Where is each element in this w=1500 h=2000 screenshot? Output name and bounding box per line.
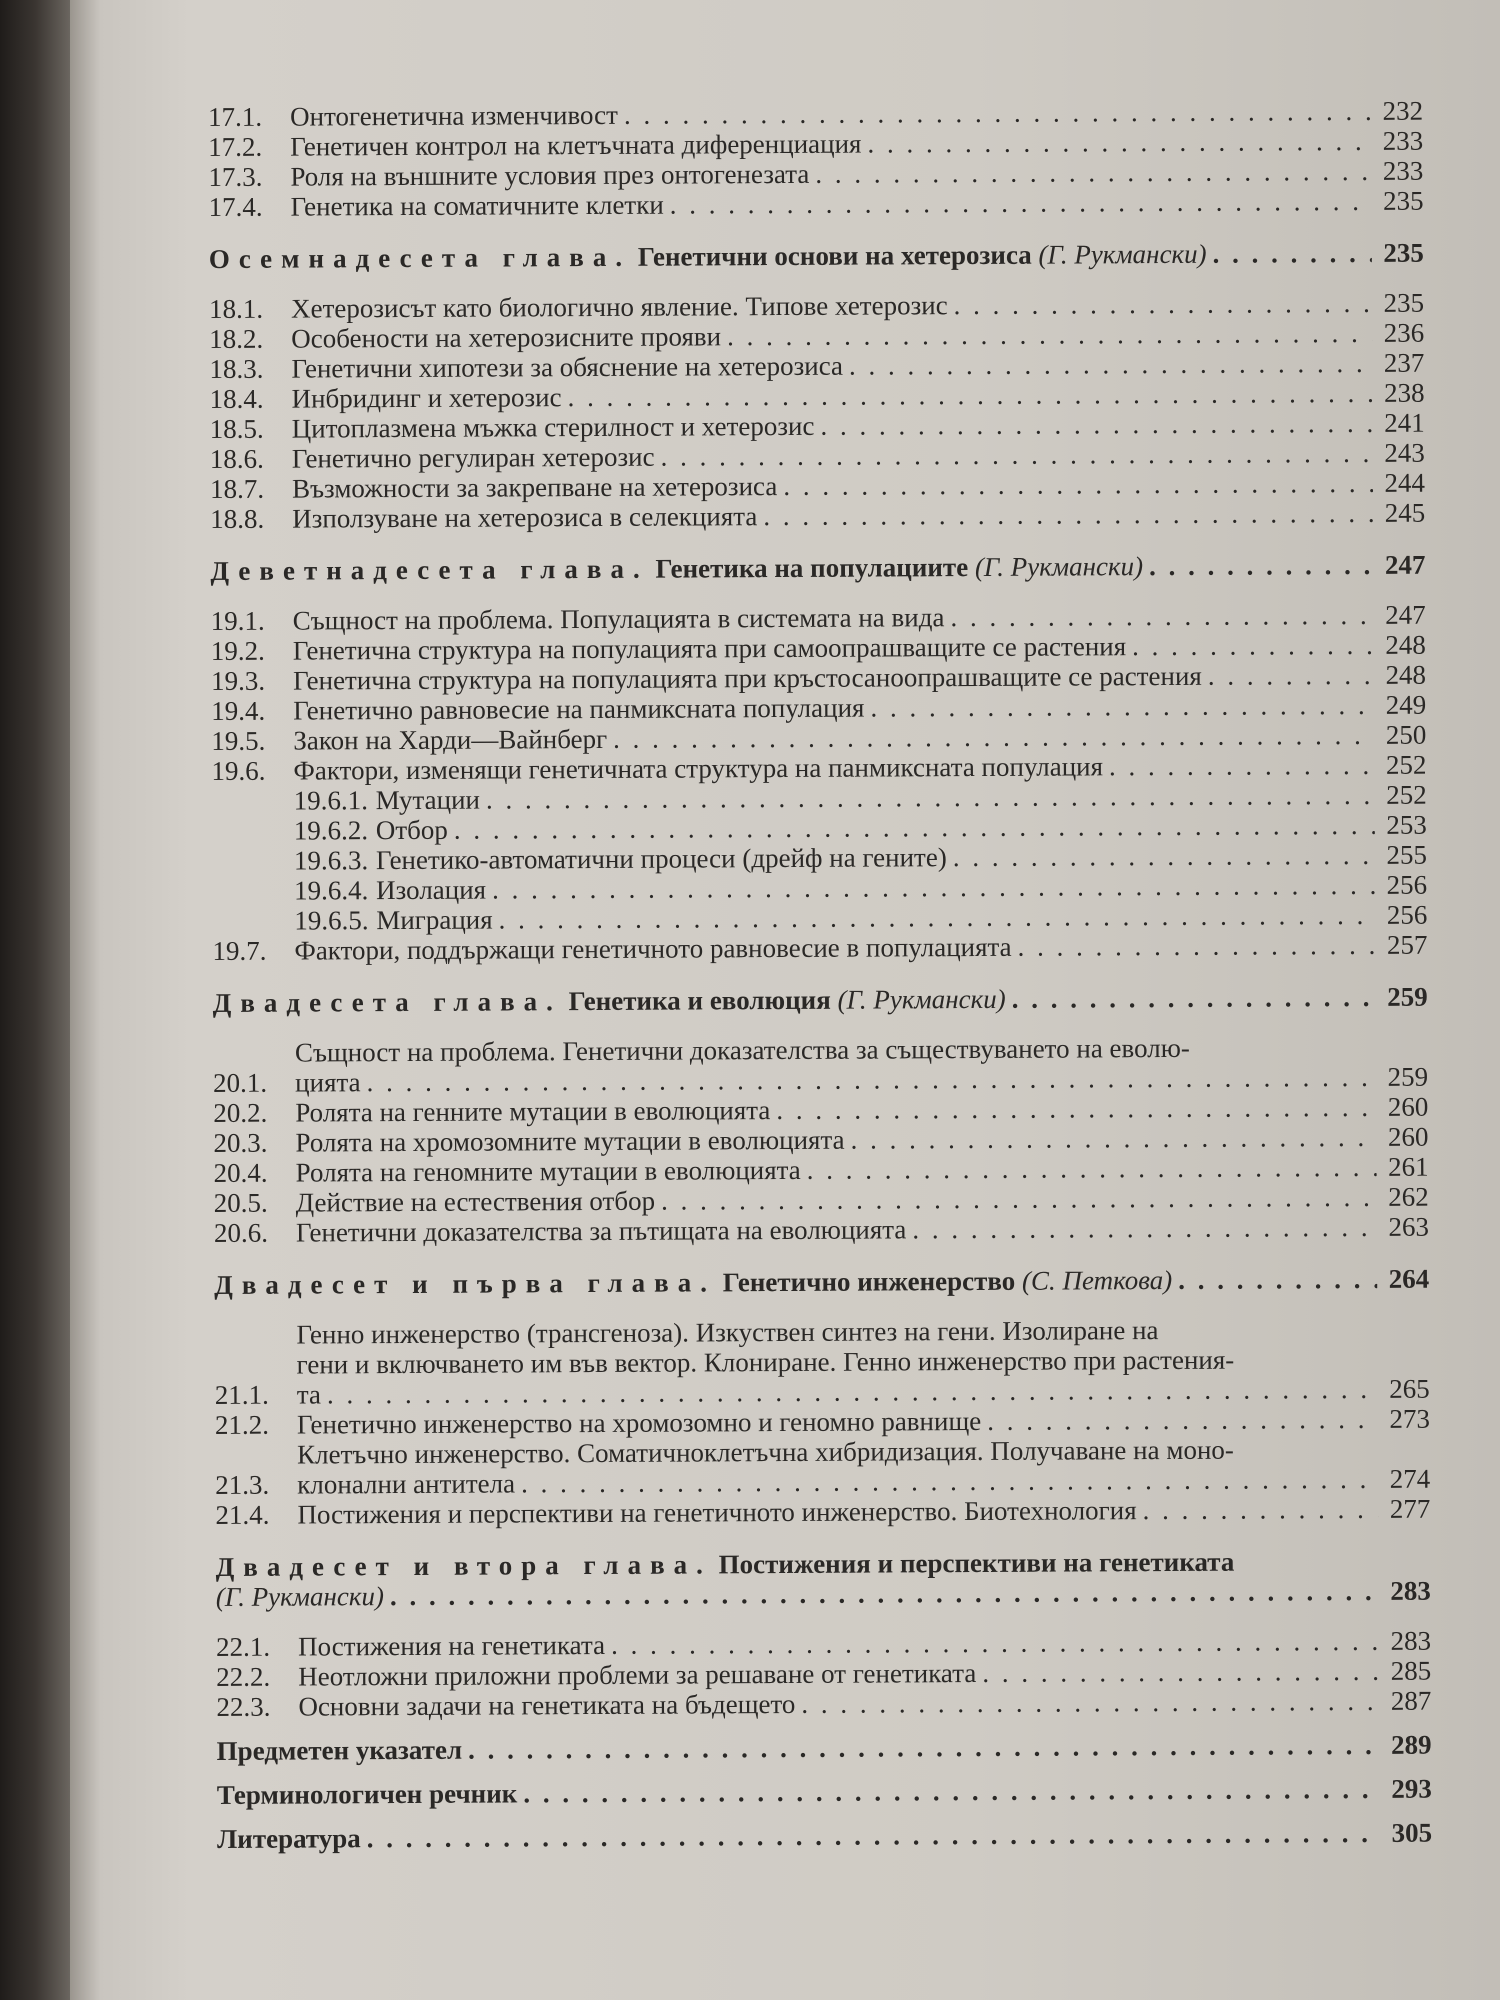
chapter-author: (Г. Рукмански) [837,983,1006,1015]
page-number: 287 [1390,1685,1432,1716]
chapter-author: (Г. Рукмански) [1038,238,1207,270]
chapter-author: (Г. Рукмански) [215,1581,385,1612]
toc-entry [214,1212,1429,1248]
entry-title: та [296,1379,321,1410]
page-number: 273 [1389,1403,1430,1434]
leader-dots [777,468,1373,501]
section-number: 20.3. [213,1127,268,1158]
section-number: 17.1. [208,101,263,132]
page-number: 260 [1387,1121,1429,1152]
section-number: 18.5. [209,413,264,444]
entry-title: Основни задачи на генетиката на бъдещето [298,1688,796,1722]
page-number: 232 [1382,95,1424,126]
page-number: 238 [1383,377,1425,408]
page-number: 263 [1388,1211,1429,1242]
page-number: 243 [1384,437,1425,468]
leader-dots [981,1404,1378,1436]
entry-title: Генетични доказателства за пътищата на еволюцията [295,1214,907,1248]
page-number: 247 [1384,549,1426,580]
leader-dots [607,720,1374,754]
leader-dots [947,840,1375,872]
entry-line [217,1730,1432,1766]
section-number: 18.1. [209,293,264,324]
page-number: 249 [1385,689,1427,720]
entry-title: Генетични хипотези за обяснение на хетерозиса [291,350,844,384]
entry-body [217,1774,1432,1810]
page-number: 248 [1385,629,1426,660]
page-number: 248 [1385,659,1427,690]
page-number: 250 [1385,719,1427,750]
chapter-title: Генетично инженерство [722,1265,1016,1298]
leader-dots [605,1626,1379,1660]
section-number: 20.1. [213,1067,268,1098]
entry-body [294,930,1427,966]
entry-title: Изолация [376,874,487,906]
leader-dots [948,288,1373,320]
entry-title: Инбридинг и хетерозис [291,382,562,414]
page-number: 260 [1387,1091,1429,1122]
entry-title: Използуване на хетерозиса в селекцията [292,501,758,534]
leader-dots [384,1576,1379,1611]
page-number: 235 [1383,287,1425,318]
page-number: 244 [1384,467,1426,498]
leader-dots [1172,1264,1377,1295]
entry-title: Ролята на геномните мутации в еволюцията [295,1154,801,1188]
back-matter-entry [217,1730,1432,1766]
book-page [70,0,1500,2000]
table-of-contents [208,96,1432,1854]
entry-body [295,1032,1428,1098]
chapter-heading [210,550,1425,586]
entry-title: Генетично равновесие на панмиксната популация [293,692,865,726]
chapter-line [209,238,1424,274]
section-number: 19.4. [211,695,266,726]
section-number: 18.2. [209,323,264,354]
leader-dots [864,690,1374,723]
leader-dots [1103,750,1375,781]
leader-dots [1202,660,1374,691]
leader-dots [1126,630,1374,661]
page-number: 259 [1387,981,1428,1012]
entry-line [217,1818,1432,1854]
page-number: 236 [1383,317,1425,348]
page-number: 235 [1383,237,1424,268]
entry-title: Закон на Харди—Вайнберг [293,723,608,756]
section-number: 17.2. [208,131,263,162]
chapter-author: (Г. Рукмански) [974,551,1144,582]
book-binding-edge [0,0,70,2000]
chapter-line [214,1264,1429,1300]
section-number: 19.6.4. [294,875,369,906]
entry-title: Същност на проблема. Популацията в системата на вида [292,602,945,636]
chapter-title: Генетика на популациите [655,552,969,584]
page-number: 235 [1382,185,1424,216]
entry-title: Същност на проблема. Генетични доказателства за съществуването на еволю- [294,1032,1190,1068]
page-number: 264 [1388,1263,1430,1294]
chapter-line [210,550,1425,586]
section-number: 22.2. [216,1661,271,1692]
chapter-title: Генетични основи на хетерозиса [637,239,1032,272]
page-number: 283 [1390,1575,1431,1606]
leader-dots [795,1686,1379,1719]
chapter-prefix: Осемнадесета глава. [208,241,632,274]
page-number: 277 [1389,1493,1431,1524]
section-number: 20.4. [213,1157,268,1188]
leader-dots [770,1092,1376,1125]
entry-body [297,1494,1430,1530]
section-number: 21.4. [215,1499,270,1530]
entry-title: Генетичен контрол на клетъчната диференциация [290,128,862,162]
entry-body [217,1730,1432,1766]
entry-title: Предметен указател [216,1734,463,1766]
chapter-prefix: Деветнадесета глава. [210,553,649,586]
leader-dots [801,1152,1377,1185]
entry-body [290,186,1423,222]
leader-dots [654,438,1372,472]
entry-title: Фактори, поддържащи генетичното равновесие в популацията [294,931,1012,966]
entry-title: цията [295,1067,361,1098]
entry-title: Ролята на генните мутации в еволюцията [295,1095,771,1128]
section-number: 18.3. [209,353,264,384]
page-number: 233 [1382,155,1424,186]
section-number: 21.2. [214,1409,270,1440]
section-number: 20.2. [213,1097,268,1128]
entry-title: Ролята на хромозомните мутации в еволюцията [295,1124,845,1158]
section-number: 19.7. [212,935,267,966]
entry-title: Терминологичен речник [216,1778,518,1810]
leader-dots [515,1464,1378,1499]
toc-entry [208,186,1423,222]
entry-title: Хетерозисът като биологично явление. Типове хетерозис [291,290,948,324]
toc-entry [210,498,1425,534]
leader-dots [721,318,1372,351]
leader-dots [448,810,1375,845]
section-number: 18.4. [209,383,264,414]
leader-dots [843,348,1373,381]
page-number: 255 [1386,839,1428,870]
leader-dots [486,870,1375,905]
entry-body [217,1818,1432,1854]
entry-title: Генно инженерство (трансгеноза). Изкуствен синтез на гени. Изолиране на [296,1315,1159,1350]
chapter-title: Генетика и еволюция [568,984,831,1017]
page-number: 289 [1391,1729,1432,1760]
page-number: 256 [1386,899,1428,930]
leader-dots [1012,930,1376,962]
section-number: 17.4. [208,191,263,222]
page-number: 241 [1384,407,1425,438]
chapter-heading [214,1264,1429,1300]
entry-line [296,1212,1429,1248]
chapter-prefix: Двадесета глава. [212,986,562,1018]
section-number: 19.2. [210,635,265,666]
leader-dots [844,1122,1376,1155]
entry-title: Възможности за закрепване на хетерозиса [291,471,778,504]
entry-title: Неотложни приложни проблеми за решаване от генетиката [298,1657,977,1692]
section-number: 19.6.1. [293,785,368,816]
entry-title: гени и включването им във вектор. Клониране. Генно инженерство при растения- [296,1344,1235,1380]
leader-dots [493,900,1376,935]
page-number: 305 [1391,1817,1433,1848]
entry-body [298,1686,1431,1722]
entry-title: Генетика на соматичните клетки [290,189,664,222]
chapter-prefix: Двадесет и първа глава. [214,1267,717,1300]
section-number: 19.1. [210,605,265,636]
leader-dots [1137,1494,1379,1525]
leader-dots [1006,982,1376,1014]
leader-dots [480,780,1375,815]
entry-title: Фактори, изменящи генетичната структура на панмиксната популация [293,751,1104,786]
section-number: 22.3. [216,1691,271,1722]
page-number: 233 [1382,125,1424,156]
entry-title: Литература [217,1823,361,1854]
page-number: 265 [1389,1373,1430,1404]
entry-title: Мутации [375,784,481,816]
leader-dots [618,96,1371,130]
entry-title: Цитоплазмена мъжка стерилност и хетерозис [291,410,815,444]
entry-title: Генетично инженерство на хромозомно и геномно равнище [296,1405,982,1440]
toc-entry [216,1686,1431,1722]
entry-title: Миграция [376,904,493,936]
section-number: 22.1. [216,1631,271,1662]
leader-dots [861,126,1371,159]
leader-dots [462,1730,1380,1765]
leader-dots [655,1182,1377,1216]
section-number: 21.3. [215,1469,270,1500]
entry-line [217,1774,1432,1810]
leader-dots [976,1656,1379,1688]
section-number: 19.6.2. [293,815,369,846]
section-number: 17.3. [208,161,263,192]
entry-body [292,498,1425,534]
chapter-line [216,1576,1431,1612]
page-number: 256 [1386,869,1428,900]
back-matter-entry [217,1818,1432,1854]
chapter-author: (С. Петкова) [1021,1264,1173,1296]
section-number: 19.3. [210,665,266,696]
entry-title: Генетична структура на популацията при самоопрашващите се растения [292,631,1127,666]
entry-line [297,1494,1430,1530]
leader-dots [1143,550,1374,581]
section-number: 19.6.5. [294,905,369,936]
section-number: 20.6. [213,1217,268,1248]
leader-dots [906,1212,1377,1244]
entry-title: Клетъчно инженерство. Соматичноклетъчна хибридизация. Получаване на моно- [297,1434,1234,1470]
entry-title: Генетично регулиран хетерозис [291,441,655,474]
entry-title: Генетична структура на популацията при кръстосаноопрашващите се растения [292,660,1202,696]
leader-dots [944,600,1373,632]
chapter-title: Постижения и перспективи на генетиката [718,1546,1235,1580]
section-number: 18.7. [209,473,265,504]
entry-title: Роля на външните условия през онтогенезата [290,158,810,192]
page-number: 262 [1388,1181,1429,1212]
entry-title: Действие на естествения отбор [295,1185,656,1218]
page-number: 274 [1389,1463,1431,1494]
entry-title: клонални антитела [297,1468,516,1500]
toc-entry [212,930,1427,966]
entry-title: Генетико-автоматични процеси (дрейф на гените) [375,842,947,876]
page-number: 252 [1385,749,1427,780]
page-number: 237 [1383,347,1425,378]
leader-dots [814,408,1372,441]
leader-dots [757,498,1373,531]
entry-title: Постижения на генетиката [298,1629,606,1662]
entry-title: Особености на хетерозисните прояви [291,321,722,354]
toc-entry [215,1494,1430,1530]
chapter-heading [213,982,1428,1018]
leader-dots [517,1774,1380,1809]
toc-entry [213,1032,1428,1098]
section-number: 18.6. [209,443,264,474]
section-number: 19.5. [211,725,266,756]
leader-dots [561,378,1372,412]
page-number: 257 [1386,929,1428,960]
page-number: 252 [1386,779,1427,810]
page-number: 247 [1385,599,1426,630]
chapter-line [213,982,1428,1018]
entry-line [298,1686,1431,1722]
chapter-prefix: Двадесет и втора глава. [215,1549,712,1582]
entry-title: Онтогенетична изменчивост [289,99,618,132]
leader-dots [361,1818,1380,1853]
section-number: 18.8. [210,503,265,534]
page-number: 245 [1384,497,1426,528]
entry-title: Постижения и перспективи на генетичното инженерство. Биотехнология [297,1495,1137,1530]
page-number: 253 [1386,809,1427,840]
entry-body [297,1434,1430,1500]
page-number: 261 [1388,1151,1429,1182]
section-number: 20.5. [213,1187,268,1218]
section-number: 21.1. [214,1379,269,1410]
page-number: 259 [1387,1061,1429,1092]
leader-dots [809,156,1371,189]
section-number: 19.6.3. [293,845,369,876]
section-number: 19.6. [211,755,266,786]
entry-line [290,186,1423,222]
entry-title: Отбор [375,814,448,846]
entry-body [296,1314,1429,1410]
chapter-heading [216,1546,1431,1612]
entry-body [296,1212,1429,1248]
entry-line [294,930,1427,966]
chapter-heading [209,238,1424,274]
entry-line [292,498,1425,534]
leader-dots [664,186,1372,220]
back-matter-entry [217,1774,1432,1810]
page-number: 283 [1390,1625,1432,1656]
page-number: 293 [1391,1773,1432,1804]
page-number: 285 [1390,1655,1432,1686]
toc-entry [215,1434,1430,1500]
leader-dots [1207,238,1372,269]
toc-entry [214,1314,1429,1410]
